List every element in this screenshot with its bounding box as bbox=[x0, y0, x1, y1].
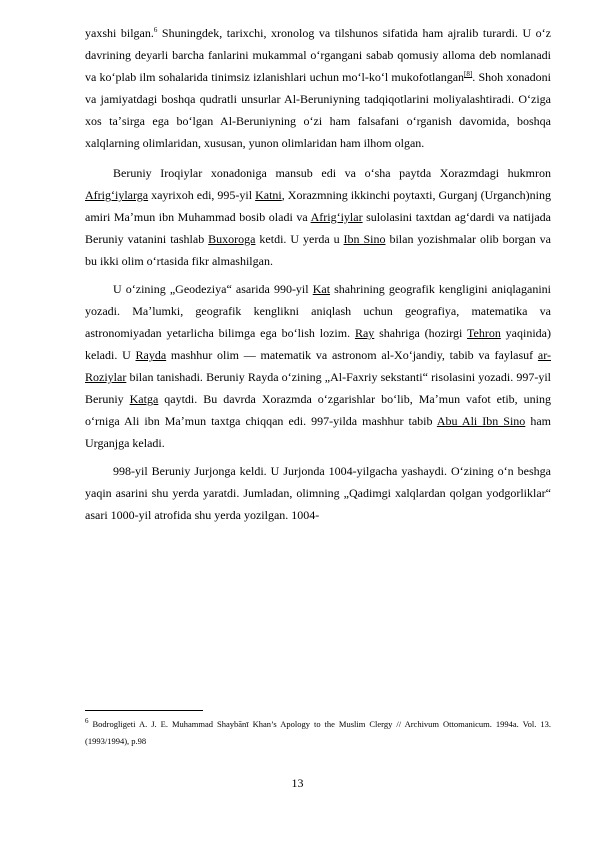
footnote bbox=[85, 716, 551, 750]
text: ketdi. U yerda u bbox=[255, 232, 344, 246]
link-tehron[interactable]: Tehron bbox=[467, 326, 501, 340]
paragraph-1 bbox=[85, 22, 551, 154]
text: Beruniy Iroqiylar xonadoniga mansub edi va oʻsha paytda Xorazmdagi hukmron bbox=[113, 166, 551, 180]
text: shahriga (hozirgi bbox=[374, 326, 467, 340]
link-ar-roziylar[interactable]: ar-Roziylar bbox=[85, 348, 551, 384]
paragraph-3 bbox=[85, 278, 551, 454]
paragraph-2 bbox=[85, 162, 551, 272]
footnote-number: 6 bbox=[85, 717, 89, 726]
text: bilan yozishmalar olib borgan va bu ikki olim oʻrtasida fikr almashilgan. bbox=[85, 232, 551, 268]
link-kat[interactable]: Kat bbox=[312, 282, 331, 296]
text: ham Urganjga keladi. bbox=[85, 414, 551, 450]
text: xayrixoh edi, 995-yil bbox=[148, 188, 256, 202]
footnote-divider bbox=[85, 710, 203, 711]
link-ray[interactable]: Ray bbox=[354, 326, 375, 340]
citation-link[interactable]: [8] bbox=[464, 70, 473, 78]
text: yaxshi bilgan. bbox=[85, 26, 154, 40]
paragraph-4: 998-yil Beruniy Jurjonga keldi. U Jurjonda 1004-yilgacha yashaydi. Oʻzining oʻn beshga yaqin asarini shu yerda yaratdi. Jumladan, olimning „Qadimgi xalqlardan qolgan yodgorliklar“ asari 1000-yil atrofida shu yerda yozilgan. 1004- bbox=[85, 464, 551, 522]
text: mashhur olim — matematik va astronom al-Xoʻjandiy, tabib va faylasuf bbox=[166, 348, 538, 362]
text: U oʻzining „Geodeziya“ asarida 990-yil bbox=[113, 282, 313, 296]
footnote-marker[interactable]: 6 bbox=[153, 26, 158, 34]
text: yaqinida) keladi. U bbox=[85, 326, 551, 362]
text: Shuningdek, tarixchi, xronolog va tilshunos sifatida ham ajralib turardi. U oʻz davrining deyarli barcha fanlarini mukammal oʻrgangani sabab qomusiy alloma deb nomlanadi va koʻplab ilm sohalarida tinimsiz izlanishlari uchun moʻl-koʻl mukofotlangan bbox=[85, 26, 551, 84]
footnote-text: Bodrogligeti A. J. E. Muhammad Shaybānī Khan’s Apology to the Muslim Clergy // Archivum Ottomanicum. 1994a. Vol. 13. (1993/1994), p.98 bbox=[85, 719, 551, 746]
link-katni[interactable]: Katni bbox=[255, 188, 282, 202]
link-buxoroga[interactable]: Buxoroga bbox=[208, 232, 256, 246]
text: shahrining geografik kengligini aniqlaganini yozadi. Maʼlumki, geografik kenglikni aniqlash uchun geografiya, matematika va astronomiyadan yetarlicha bilimga ega boʻlish lozim. bbox=[85, 282, 551, 340]
page-body bbox=[85, 22, 551, 532]
link-rayda[interactable]: Rayda bbox=[135, 348, 167, 362]
page-number: 13 bbox=[291, 776, 304, 790]
link-ibn-sino[interactable]: Ibn Sino bbox=[343, 232, 386, 246]
text: . Shoh xonadoni va jamiyatdagi boshqa qudratli unsurlar Al-Beruniyning tadqiqotlarini moliyalashtiradi. Oʻziga xos taʼsirga ega boʻlgan Al-Beruniyning oʻzi ham falsafani oʻrganish davomida, boshqa xalqlarning olimlaridan, xususan, yunon olimlaridan ham ilhom olgan. bbox=[85, 70, 551, 150]
text: bilan tanishadi. Beruniy Rayda oʻzining „Al-Faxriy sekstanti“ risolasini yozadi. 997-yil Beruniy bbox=[85, 370, 551, 406]
link-afrigiylarga[interactable]: Afrigʻiylarga bbox=[85, 188, 149, 202]
text: , Xorazmning ikkinchi poytaxti, Gurganj (Urganch)ning amiri Maʼmun ibn Muhammad bosib oladi va bbox=[85, 188, 551, 224]
link-afrigiylar[interactable]: Afrigʻiylar bbox=[310, 210, 363, 224]
text: sulolasini taxtdan agʻdardi va natijada Beruniy vatanini tashlab bbox=[85, 210, 552, 246]
link-abu-ali-ibn-sino[interactable]: Abu Ali Ibn Sino bbox=[436, 414, 526, 428]
link-katga[interactable]: Katga bbox=[129, 392, 159, 406]
text: qaytdi. Bu davrda Xorazmda oʻzgarishlar boʻlib, Maʼmun vafot etib, uning oʻrniga Ali ibn Maʼmun taxtga chiqqan edi. 997-yilda mashhur tabib bbox=[85, 392, 551, 428]
